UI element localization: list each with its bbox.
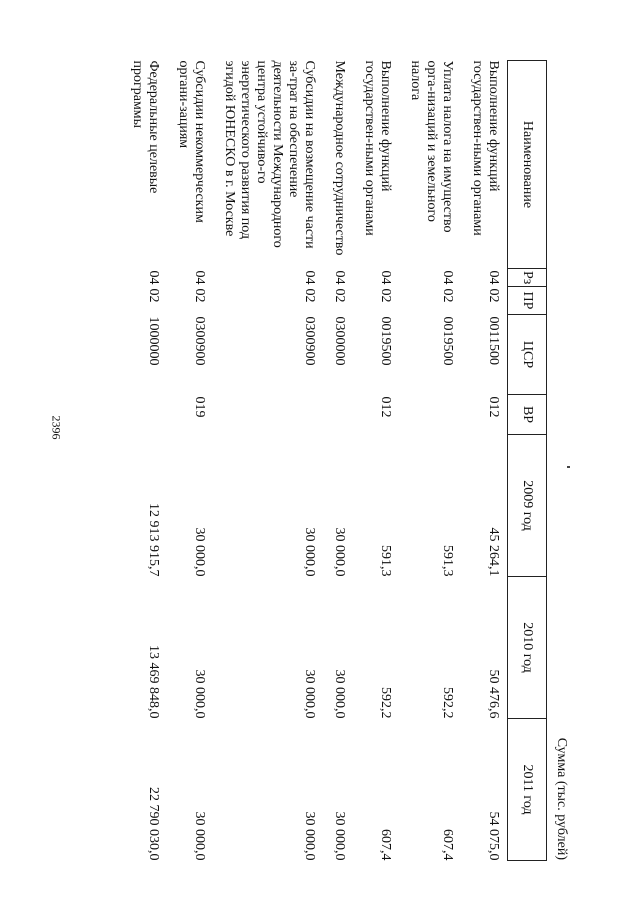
row-pr: 02	[332, 288, 347, 303]
header-2009: 2009 год	[508, 435, 547, 577]
row-2011: 22 790 030,0	[146, 787, 161, 861]
row-name: Международное сотрудничество	[332, 60, 347, 256]
table-row	[121, 61, 167, 861]
row-2009: 30 000,0	[192, 527, 207, 577]
row-2010: 30 000,0	[302, 669, 317, 719]
row-pr: 02	[192, 288, 207, 303]
row-2009: 30 000,0	[332, 527, 347, 577]
budget-table	[121, 60, 547, 861]
row-2011: 607,4	[440, 829, 455, 861]
row-name: Выполнение функций государствен-ными органами	[470, 60, 501, 236]
table-body	[121, 61, 508, 861]
table-row	[461, 61, 508, 861]
table-row	[323, 61, 353, 861]
row-name: Субсидии на возмещение части за-трат на обеспечение деятельности Международного центра устойчиво-го энергетического развития под эгидой ЮНЕСКО в г. Москве	[222, 60, 317, 249]
row-rz: 04	[332, 270, 347, 285]
row-vr: 012	[378, 396, 393, 418]
header-pr: ПР	[508, 287, 547, 315]
table-row	[399, 61, 461, 861]
row-2009: 30 000,0	[302, 527, 317, 577]
row-csr: 1000000	[146, 316, 161, 366]
row-pr: 02	[302, 288, 317, 303]
row-2009: 591,3	[440, 545, 455, 577]
row-2010: 592,2	[440, 687, 455, 719]
row-vr	[399, 395, 461, 435]
row-name: Выполнение функций государствен-ными органами	[362, 60, 393, 236]
row-2011: 30 000,0	[332, 811, 347, 861]
row-2009: 12 913 915,7	[146, 503, 161, 577]
units-caption: Сумма (тыс. рублей)	[554, 737, 569, 860]
row-pr: 02	[378, 288, 393, 303]
row-csr: 0019500	[378, 316, 393, 366]
row-vr	[121, 395, 167, 435]
row-rz: 04	[146, 270, 161, 285]
table-row	[353, 61, 399, 861]
row-2011: 30 000,0	[302, 811, 317, 861]
row-rz: 04	[440, 270, 455, 285]
row-csr: 0019500	[440, 316, 455, 366]
row-2010: 30 000,0	[332, 669, 347, 719]
row-2010: 30 000,0	[192, 669, 207, 719]
table-header	[508, 61, 547, 861]
row-vr: 019	[192, 396, 207, 418]
row-name: Федеральные целевые программы	[130, 60, 161, 194]
row-vr	[323, 395, 353, 435]
row-name: Уплата налога на имущество орга-низаций и земельного налога	[408, 60, 455, 233]
header-vr: ВР	[508, 395, 547, 435]
header-2011: 2011 год	[508, 719, 547, 861]
header-csr: ЦСР	[508, 315, 547, 395]
row-rz: 04	[378, 270, 393, 285]
table-row	[167, 61, 213, 861]
row-pr: 02	[440, 288, 455, 303]
row-2009: 45 264,1	[486, 527, 501, 577]
row-pr: 02	[486, 288, 501, 303]
row-csr: 0300900	[302, 316, 317, 366]
header-2010: 2010 год	[508, 577, 547, 719]
row-2010: 13 469 848,0	[146, 645, 161, 719]
row-pr: 02	[146, 288, 161, 303]
row-2010: 592,2	[378, 687, 393, 719]
row-rz: 04	[486, 270, 501, 285]
row-name: Субсидии некоммерческим органи-зациям	[176, 60, 207, 223]
row-2011: 607,4	[378, 829, 393, 861]
scan-speck	[567, 466, 570, 468]
header-rz: Рз	[508, 269, 547, 287]
header-name: Наименование	[508, 61, 547, 269]
row-2010: 50 476,6	[486, 669, 501, 719]
row-2009: 591,3	[378, 545, 393, 577]
row-2011: 30 000,0	[192, 811, 207, 861]
row-vr: 012	[486, 396, 501, 418]
row-vr	[213, 395, 323, 435]
row-rz: 04	[302, 270, 317, 285]
row-csr: 0011500	[486, 316, 501, 365]
row-rz: 04	[192, 270, 207, 285]
page-number: 2396	[49, 415, 64, 440]
row-csr: 0300900	[192, 316, 207, 366]
table-row	[213, 61, 323, 861]
row-2011: 54 075,0	[486, 811, 501, 861]
row-csr: 0300000	[332, 316, 347, 366]
budget-sheet	[130, 60, 569, 861]
